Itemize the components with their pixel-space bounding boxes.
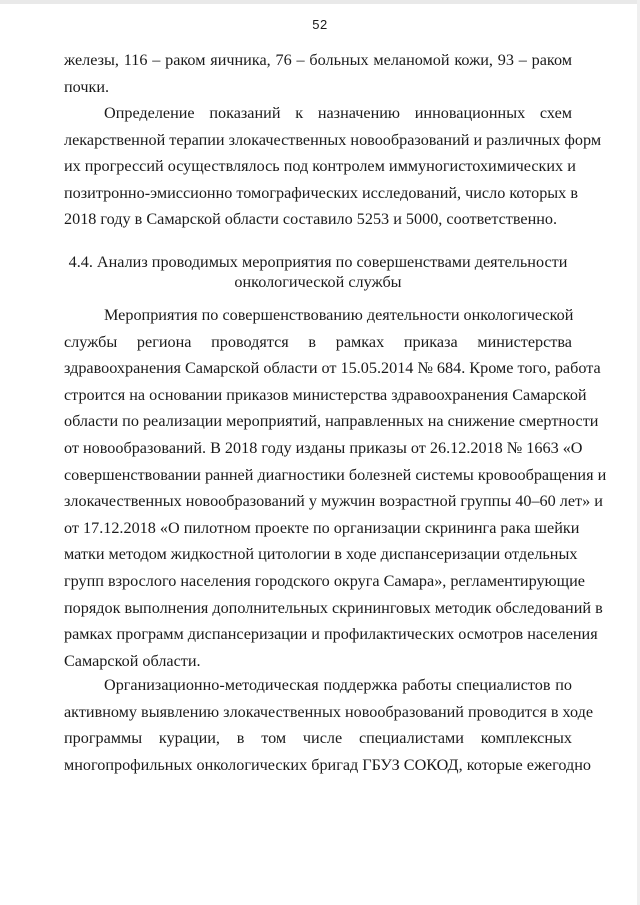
text-line: здравоохранения Самарской области от 15.05.2014 № 684. Кроме того, работа bbox=[64, 359, 601, 378]
text-line: области по реализации мероприятий, направленных на снижение смертности bbox=[64, 412, 599, 431]
paragraph-continuation bbox=[64, 47, 572, 100]
paragraph-measures bbox=[64, 302, 607, 674]
text-line: злокачественных новообразований у мужчин возрастной группы 40–60 лет» и bbox=[64, 492, 603, 511]
text-line: рамках программ диспансеризации и профилактических осмотров населения bbox=[64, 625, 598, 644]
text-line: Организационно-методическая поддержка работы специалистов по bbox=[104, 676, 572, 694]
text-line: групп взрослого населения городского округа Самара», регламентирующие bbox=[64, 571, 585, 590]
text-line: от новообразований. В 2018 году изданы приказы от 26.12.2018 № 1663 «О bbox=[64, 438, 583, 457]
text-line: Определение показаний к назначению инновационных схем bbox=[104, 104, 572, 122]
text-line: многопрофильных онкологических бригад ГБУЗ СОКОД, которые ежегодно bbox=[64, 755, 591, 774]
text-line: порядок выполнения дополнительных скрининговых методик обследований в bbox=[64, 598, 603, 617]
section-heading-line: 4.4. Анализ проводимых мероприятия по совершенствами деятельности bbox=[68, 253, 568, 271]
text-line: совершенствовании ранней диагностики болезней системы кровообращения и bbox=[64, 465, 607, 484]
text-line: активному выявлению злокачественных новообразований проводится в ходе bbox=[64, 702, 594, 721]
text-line: программы курации, в том числе специалистами комплексных bbox=[64, 729, 572, 748]
text-line: от 17.12.2018 «О пилотном проекте по организации скрининга рака шейки bbox=[64, 518, 580, 537]
text-line: Мероприятия по совершенствованию деятельности онкологической bbox=[104, 306, 574, 324]
text-line: строится на основании приказов министерства здравоохранения Самарской bbox=[64, 385, 587, 404]
page-number: 52 bbox=[312, 17, 328, 32]
text-line: службы региона проводятся в рамках приказа министерства bbox=[64, 332, 572, 351]
paragraph-support bbox=[64, 672, 594, 778]
text-line: Самарской области. bbox=[64, 651, 201, 670]
scan-edge-top bbox=[0, 0, 640, 4]
section-heading bbox=[64, 252, 572, 292]
text-line: лекарственной терапии злокачественных новообразований и различных форм bbox=[64, 130, 602, 149]
text-line: 2018 году в Самарской области составило 5253 и 5000, соответственно. bbox=[64, 210, 558, 229]
text-line: почки. bbox=[64, 77, 110, 96]
section-heading-line: онкологической службы bbox=[234, 273, 402, 291]
text-line: их прогрессий осуществлялось под контролем иммуногистохимических и bbox=[64, 157, 576, 176]
text-line: железы, 116 – раком яичника, 76 – больных меланомой кожи, 93 – раком bbox=[64, 51, 572, 69]
paragraph-indications bbox=[64, 100, 602, 233]
text-line: матки методом жидкостной цитологии в ходе диспансеризации отдельных bbox=[64, 545, 578, 564]
text-line: позитронно-эмиссионно томографических исследований, число которых в bbox=[64, 183, 578, 202]
